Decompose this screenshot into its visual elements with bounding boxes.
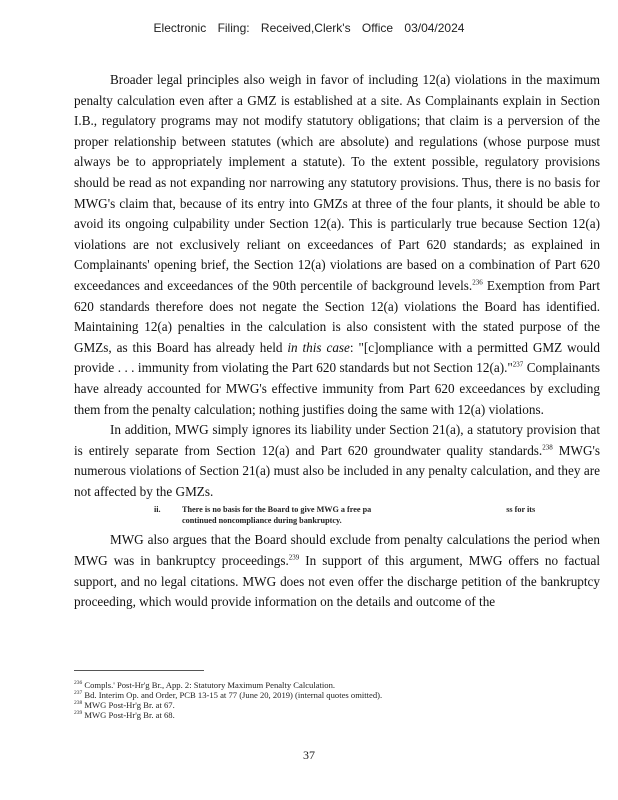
heading-line-1b: ss for its [506, 505, 536, 515]
paragraph-text: : "[c]ompliance with a permitted GMZ would provide . . . immunity from violating the Part 620 standards but not Section 12(a)." [74, 339, 600, 376]
footnote-number: 236 [74, 680, 83, 687]
document-body [74, 70, 600, 613]
header-date: 03/04/2024 [404, 21, 465, 35]
footnote-ref: 238 [542, 443, 553, 452]
footnote-number: 237 [74, 690, 83, 697]
footnote-ref: 239 [288, 553, 300, 562]
heading-line-2: continued noncompliance during bankruptcy. [182, 516, 342, 526]
footnote-ref: 236 [472, 278, 483, 287]
paragraph-text: MWG's numerous violations of Section 21(a) must also be included in any penalty calculation, and they are not affected by the GMZs. [74, 442, 600, 499]
header-electronic: Electronic [153, 21, 207, 35]
header-received: Received,Clerk's [260, 21, 351, 35]
section-heading [74, 504, 600, 526]
footnote-ref: 237 [512, 360, 524, 369]
paragraph-text: In support of this argument, MWG offers no factual support, and no legal citations. MWG does not even offer the discharge petition of the bankruptcy proceeding, which would provide information on the details and outcome of the [74, 553, 600, 610]
footnotes [74, 680, 600, 720]
footnote-text: Compls.' Post-Hr'g Br., App. 2: Statutory Maximum Penalty Calculation. [82, 680, 336, 690]
section-heading-number: ii. [154, 505, 161, 515]
footnote-text: MWG Post-Hr'g Br. at 67. [82, 700, 175, 710]
footnote-number: 238 [74, 700, 83, 707]
paragraph-1 [74, 70, 600, 420]
footnote-text: Bd. Interim Op. and Order, PCB 13-15 at 77 (June 20, 2019) (internal quotes omitted). [82, 690, 383, 700]
paragraph-text: Complainants have already accounted for MWG's effective immunity from Part 620 exceedances by excluding them from the penalty calculation; nothing justifies doing the same with 12(a) violations. [74, 360, 600, 417]
page-number: 37 [303, 748, 315, 762]
footnote-237 [74, 690, 600, 700]
paragraph-2 [74, 420, 600, 502]
paragraph-text: Exemption from Part 620 standards therefore does not negate the Section 12(a) violations the Board has identified. Maintaining 12(a) penalties in the calculation is also consistent with the stated purpose of the GMZs, as this Board has already held [74, 277, 600, 355]
paragraph-text: Broader legal principles also weigh in favor of including 12(a) violations in the maximum penalty calculation even after a GMZ is established at a site. As Complainants explain in Section I.B., regulatory programs may not modify statutory obligations; that claim is a perversion of the proper relationship between statutes (which are absolute) and regulations (whose purpose must always be to appropriately implement a statute). To the extent possible, regulatory provisions should be read as not expanding nor narrowing any statutory provisions. Thus, there is no basis for MWG's claim that, because of its entry into GMZs at three of the four plants, it should be able to avoid its ongoing culpability under Section 12(a). This is particularly true because Section 12(a) violations are not exclusively reliant on exceedances of Part 620 standards; as explained in Complainants' opening brief, the Section 12(a) violations are based on a combination of Part 620 exceedances and exceedances of the 90th percentile of background levels. [74, 72, 600, 293]
header-office: Office [361, 21, 394, 35]
heading-line-1a: There is no basis for the Board to give MWG a free pa [182, 505, 372, 515]
header-filing: Filing: [217, 21, 250, 35]
paragraph-text: MWG also argues that the Board should exclude from penalty calculations the period when MWG was in bankruptcy proceedings. [74, 532, 600, 569]
footnote-239 [74, 710, 600, 720]
footnote-236 [74, 680, 600, 690]
filing-stamp-header [0, 21, 618, 35]
footnote-divider [74, 670, 204, 671]
paragraph-3 [74, 530, 600, 612]
footnote-number: 239 [74, 710, 83, 717]
footnote-238 [74, 700, 600, 710]
section-heading-text [182, 504, 600, 526]
italic-text: in this case [287, 339, 350, 355]
paragraph-text: In addition, MWG simply ignores its liability under Section 21(a), a statutory provision that is entirely separate from Section 12(a) and Part 620 groundwater quality standards. [74, 422, 600, 458]
footnote-text: MWG Post-Hr'g Br. at 68. [82, 710, 175, 720]
